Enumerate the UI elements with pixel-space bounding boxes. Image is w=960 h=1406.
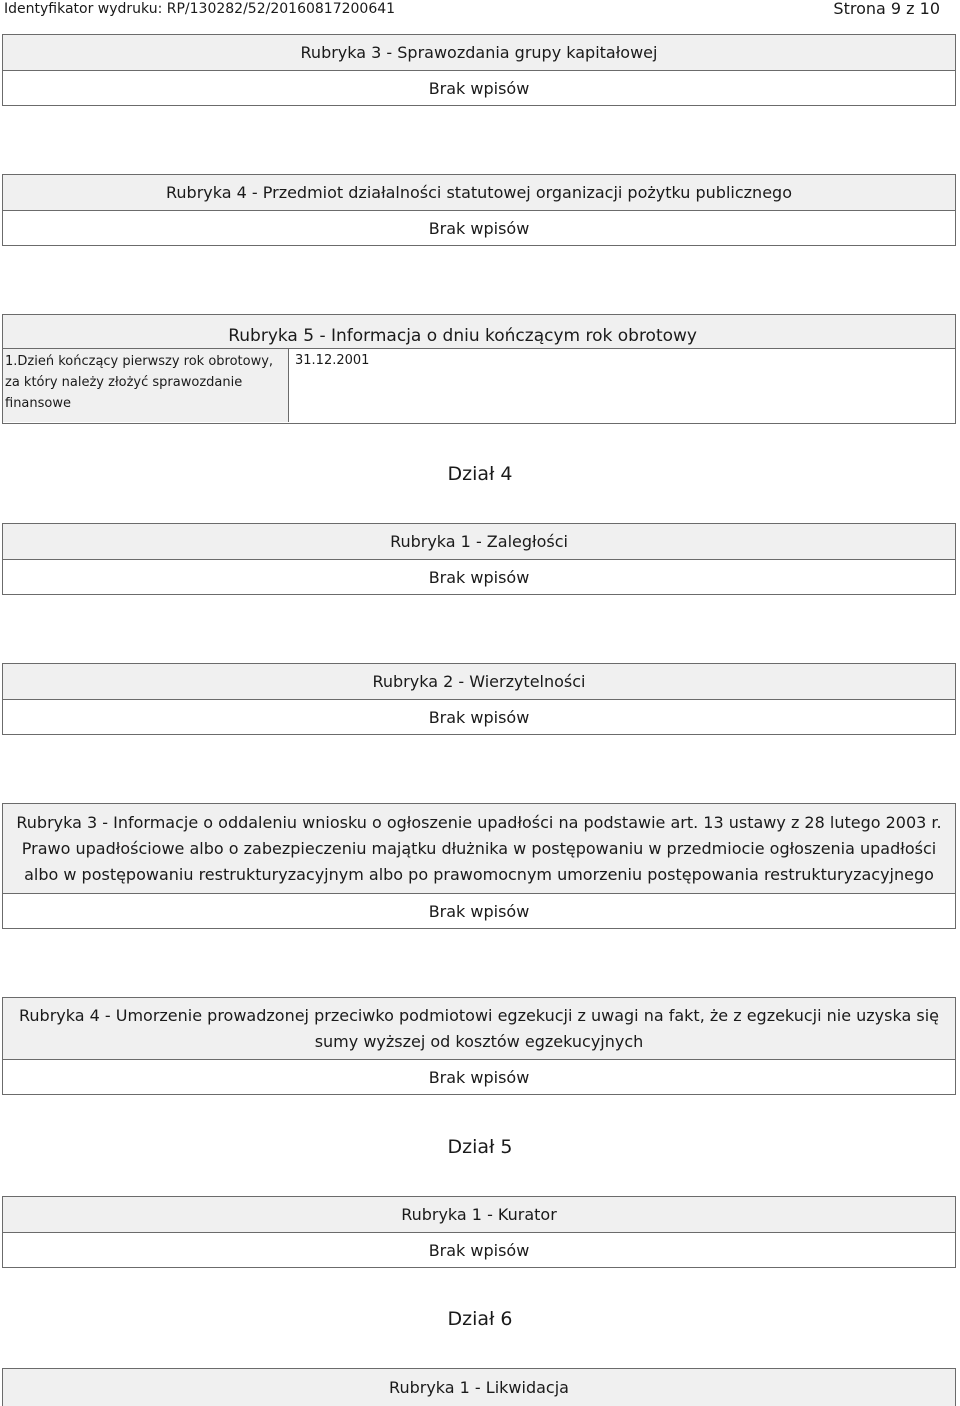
section-title: Rubryka 1 - Zaległości bbox=[3, 524, 955, 560]
section-d6-r1-liquidation bbox=[2, 1368, 956, 1406]
dzial-6-heading: Dział 6 bbox=[447, 1308, 513, 1330]
section-value: Brak wpisów bbox=[428, 1068, 530, 1087]
section-title: Rubryka 2 - Wierzytelności bbox=[3, 664, 955, 700]
section-title: Rubryka 1 - Likwidacja bbox=[3, 1369, 955, 1406]
section-value: Brak wpisów bbox=[428, 902, 530, 921]
section-value: Brak wpisów bbox=[428, 568, 530, 587]
section-title: Rubryka 5 - Informacja o dniu kończącym rok obrotowy bbox=[3, 315, 955, 349]
section-title: Rubryka 4 - Przedmiot działalności statutowej organizacji pożytku publicznego bbox=[3, 175, 955, 211]
section-d5-r1-curator bbox=[2, 1196, 956, 1268]
dzial-4-heading: Dział 4 bbox=[447, 463, 513, 485]
print-identifier: Identyfikator wydruku: RP/130282/52/20160817200641 bbox=[4, 1, 396, 17]
section-r5-fiscal-year bbox=[2, 314, 956, 424]
section-value: Brak wpisów bbox=[428, 1241, 530, 1260]
section-r4-opp-activity bbox=[2, 174, 956, 246]
section-value: Brak wpisów bbox=[428, 219, 530, 238]
section-title: Rubryka 1 - Kurator bbox=[3, 1197, 955, 1233]
page-number: Strona 9 z 10 bbox=[833, 0, 940, 18]
section-title: Rubryka 3 - Sprawozdania grupy kapitałowej bbox=[3, 35, 955, 71]
section-d4-r1-arrears bbox=[2, 523, 956, 595]
section-title: Rubryka 3 - Informacje o oddaleniu wniosku o ogłoszenie upadłości na podstawie art. 13 ustawy z 28 lutego 2003 r. Prawo upadłościowe albo o zabezpieczeniu majątku dłużnika w postępowaniu w przedmiocie ogłoszenia upadłości albo w postępowaniu restrukturyzacyjnym albo po prawomocnym umorzeniu postępowania restrukturyzacyjnego bbox=[3, 804, 955, 894]
dzial-5-heading: Dział 5 bbox=[447, 1136, 513, 1158]
section-d4-r3-bankruptcy bbox=[2, 803, 956, 929]
section-title: Rubryka 4 - Umorzenie prowadzonej przeciwko podmiotowi egzekucji z uwagi na fakt, że z egzekucji nie uzyska się sumy wyższej od kosztów egzekucyjnych bbox=[3, 998, 955, 1060]
field-label: 1.Dzień kończący pierwszy rok obrotowy, za który należy złożyć sprawozdanie finansowe bbox=[3, 349, 289, 422]
field-value: 31.12.2001 bbox=[295, 353, 370, 368]
section-d4-r2-receivables bbox=[2, 663, 956, 735]
section-value: Brak wpisów bbox=[428, 708, 530, 727]
section-d4-r4-enforcement bbox=[2, 997, 956, 1095]
section-r3-group-reports bbox=[2, 34, 956, 106]
section-value: Brak wpisów bbox=[428, 79, 530, 98]
